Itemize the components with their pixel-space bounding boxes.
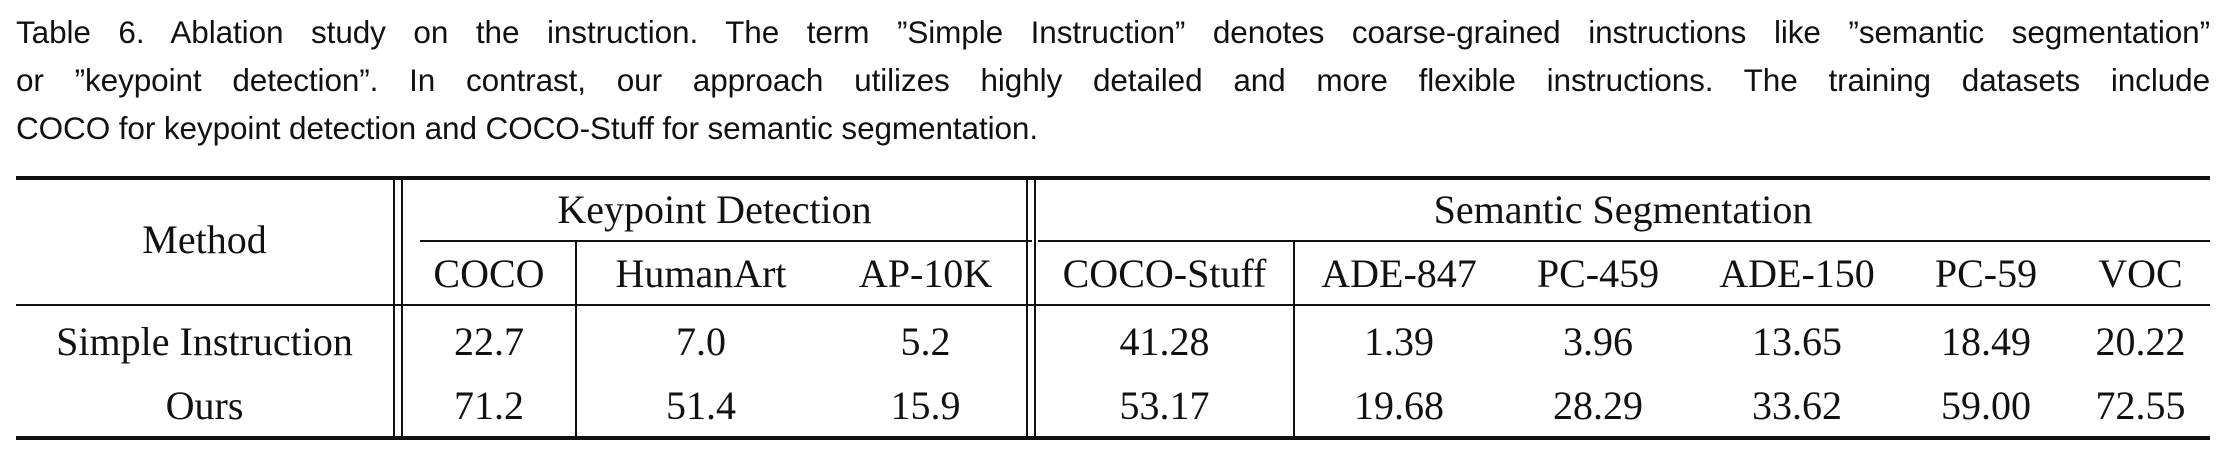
semantic-group-rule	[1038, 240, 2210, 242]
table-caption	[16, 8, 2210, 152]
top-rule	[16, 176, 2210, 180]
row-method: Ours	[165, 383, 244, 428]
table-cell: 53.17	[1119, 383, 1210, 428]
bottom-rule	[16, 436, 2210, 440]
row-method: Simple Instruction	[56, 319, 353, 364]
table-cell: 59.00	[1941, 383, 2031, 428]
table-cell: 15.9	[890, 383, 961, 428]
table-cell: 7.0	[676, 319, 726, 364]
table-cell: 51.4	[666, 383, 736, 428]
col-header: COCO	[433, 251, 545, 296]
col-header: ADE-847	[1321, 251, 1477, 296]
table-cell: 28.29	[1553, 383, 1643, 428]
caption-line-3: COCO for keypoint detection and COCO-Stuff for semantic segmentation.	[16, 110, 1038, 146]
keypoint-group-header: Keypoint Detection	[557, 187, 872, 232]
table-cell: 20.22	[2095, 319, 2186, 364]
table-cell: 1.39	[1364, 319, 1434, 364]
keypoint-group-rule	[420, 240, 1032, 242]
caption-line-1: Table 6. Ablation study on the instruction. The term ”Simple Instruction” denotes coarse-grained instructions like ”semantic segmentation”	[16, 14, 2210, 50]
table-cell: 18.49	[1941, 319, 2031, 364]
table-cell: 71.2	[454, 383, 524, 428]
col-header: HumanArt	[615, 251, 787, 296]
header-rule	[16, 304, 2210, 306]
table-cell: 13.65	[1752, 319, 1842, 364]
table-cell: 72.55	[2095, 383, 2186, 428]
semantic-group-header: Semantic Segmentation	[1433, 187, 1813, 232]
col-header: VOC	[2098, 251, 2183, 296]
table-cell: 19.68	[1354, 383, 1444, 428]
col-header: PC-459	[1536, 251, 1660, 296]
table-cell: 22.7	[454, 319, 524, 364]
col-header: PC-59	[1934, 251, 2038, 296]
col-header: AP-10K	[858, 251, 993, 296]
caption-line-2: or ”keypoint detection”. In contrast, our approach utilizes highly detailed and more flexible instructions. The training datasets include	[16, 62, 2210, 98]
group-divider-a	[1026, 176, 1028, 440]
table-cell: 41.28	[1119, 319, 1210, 364]
table-cell: 5.2	[900, 319, 951, 364]
col-header: ADE-150	[1719, 251, 1875, 296]
col-header: COCO-Stuff	[1062, 251, 1267, 296]
method-divider-a	[393, 176, 395, 440]
table-cell: 33.62	[1752, 383, 1842, 428]
method-header: Method	[142, 217, 267, 262]
table-cell: 3.96	[1563, 319, 1633, 364]
